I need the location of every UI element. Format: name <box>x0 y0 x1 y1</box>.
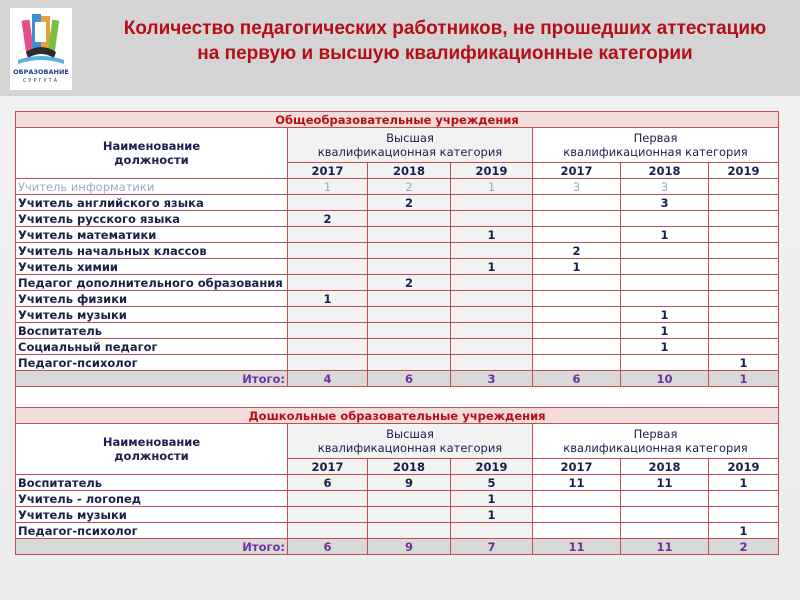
value-cell <box>533 323 621 339</box>
value-cell <box>621 491 709 507</box>
value-cell <box>533 211 621 227</box>
position-name: Воспитатель <box>16 323 288 339</box>
total-cell: 6 <box>368 371 451 387</box>
value-cell <box>709 227 779 243</box>
position-name: Педагог дополнительного образования <box>16 275 288 291</box>
value-cell <box>368 291 451 307</box>
value-cell <box>533 339 621 355</box>
value-cell <box>451 323 533 339</box>
table-row <box>16 179 779 195</box>
column-header-position-line2: должности <box>114 153 189 167</box>
value-cell <box>288 195 368 211</box>
total-cell: 10 <box>621 371 709 387</box>
value-cell: 3 <box>621 195 709 211</box>
value-cell <box>621 523 709 539</box>
general-education-table <box>15 111 779 555</box>
value-cell <box>451 211 533 227</box>
group-header-first-line2: квалификационная категория <box>563 145 748 159</box>
position-name: Учитель музыки <box>16 307 288 323</box>
value-cell <box>451 243 533 259</box>
year-header: 2018 <box>368 163 451 179</box>
value-cell <box>451 523 533 539</box>
position-name: Учитель информатики <box>16 179 288 195</box>
value-cell: 2 <box>368 179 451 195</box>
svg-text:СУРГУТА: СУРГУТА <box>22 78 60 84</box>
table-row <box>16 475 779 491</box>
value-cell <box>288 507 368 523</box>
value-cell <box>451 275 533 291</box>
group-header-row <box>16 128 779 163</box>
value-cell <box>368 523 451 539</box>
total-cell: 9 <box>368 539 451 555</box>
group-header-highest-line1: Высшая <box>386 131 434 145</box>
value-cell <box>621 291 709 307</box>
value-cell: 1 <box>451 259 533 275</box>
total-label: Итого: <box>16 371 288 387</box>
value-cell <box>288 491 368 507</box>
page-title <box>90 16 800 66</box>
year-header: 2017 <box>288 163 368 179</box>
table-row <box>16 211 779 227</box>
value-cell <box>533 291 621 307</box>
preschool-table-body <box>16 475 779 539</box>
value-cell <box>451 339 533 355</box>
value-cell <box>288 307 368 323</box>
value-cell <box>621 507 709 523</box>
column-header-position-line1: Наименование <box>102 139 201 153</box>
value-cell <box>451 307 533 323</box>
value-cell: 1 <box>621 339 709 355</box>
value-cell: 2 <box>533 243 621 259</box>
value-cell: 1 <box>621 227 709 243</box>
value-cell: 2 <box>288 211 368 227</box>
value-cell <box>368 211 451 227</box>
value-cell <box>288 355 368 371</box>
value-cell <box>709 291 779 307</box>
value-cell <box>709 323 779 339</box>
group-header-highest-line2: квалификационная категория <box>317 145 503 159</box>
position-name: Учитель физики <box>16 291 288 307</box>
total-cell: 4 <box>288 371 368 387</box>
value-cell <box>533 195 621 211</box>
position-name: Учитель английского языка <box>16 195 288 211</box>
value-cell <box>288 323 368 339</box>
value-cell <box>288 243 368 259</box>
year-header: 2018 <box>368 459 451 475</box>
value-cell: 3 <box>533 179 621 195</box>
value-cell: 2 <box>368 195 451 211</box>
value-cell: 1 <box>451 491 533 507</box>
value-cell <box>368 307 451 323</box>
title-line-1: Количество педагогических работников, не прошедших аттестацию <box>123 18 767 39</box>
value-cell: 5 <box>451 475 533 491</box>
table-row <box>16 491 779 507</box>
value-cell <box>368 491 451 507</box>
total-label: Итого: <box>16 539 288 555</box>
value-cell: 1 <box>288 291 368 307</box>
group-header-first-line1: Первая <box>633 427 678 441</box>
value-cell <box>709 339 779 355</box>
total-cell: 6 <box>533 371 621 387</box>
group-header-highest <box>288 128 533 163</box>
section-header-row <box>16 112 779 128</box>
position-name: Педагог-психолог <box>16 523 288 539</box>
value-cell <box>288 339 368 355</box>
total-cell: 1 <box>709 371 779 387</box>
position-name: Учитель музыки <box>16 507 288 523</box>
table-row <box>16 259 779 275</box>
year-header: 2019 <box>451 459 533 475</box>
value-cell <box>533 227 621 243</box>
table-row <box>16 307 779 323</box>
table-row <box>16 243 779 259</box>
value-cell: 1 <box>709 475 779 491</box>
value-cell <box>368 507 451 523</box>
general-table-body <box>16 179 779 371</box>
year-header: 2018 <box>621 163 709 179</box>
table-row <box>16 275 779 291</box>
logo <box>10 8 72 90</box>
total-cell: 11 <box>621 539 709 555</box>
table-row <box>16 291 779 307</box>
year-header: 2019 <box>709 163 779 179</box>
value-cell: 1 <box>709 355 779 371</box>
section-title: Общеобразовательные учреждения <box>16 112 779 128</box>
title-line-2: на первую и высшую квалификационные категории <box>197 43 693 64</box>
value-cell <box>709 211 779 227</box>
value-cell <box>533 507 621 523</box>
value-cell <box>533 307 621 323</box>
value-cell <box>621 211 709 227</box>
position-name: Учитель - логопед <box>16 491 288 507</box>
group-header-first-line2: квалификационная категория <box>563 441 748 455</box>
year-header: 2017 <box>533 163 621 179</box>
value-cell <box>288 227 368 243</box>
value-cell: 11 <box>621 475 709 491</box>
value-cell <box>533 355 621 371</box>
value-cell <box>368 339 451 355</box>
position-name: Социальный педагог <box>16 339 288 355</box>
year-header: 2018 <box>621 459 709 475</box>
year-header: 2017 <box>288 459 368 475</box>
value-cell <box>621 275 709 291</box>
value-cell <box>621 243 709 259</box>
value-cell <box>368 227 451 243</box>
value-cell <box>621 355 709 371</box>
value-cell: 6 <box>288 475 368 491</box>
year-header: 2019 <box>709 459 779 475</box>
value-cell <box>368 243 451 259</box>
table-row <box>16 323 779 339</box>
value-cell <box>709 195 779 211</box>
value-cell: 1 <box>621 307 709 323</box>
position-name: Педагог-психолог <box>16 355 288 371</box>
value-cell <box>368 323 451 339</box>
total-cell: 6 <box>288 539 368 555</box>
value-cell: 1 <box>288 179 368 195</box>
group-header-highest-line1: Высшая <box>386 427 434 441</box>
position-name: Учитель математики <box>16 227 288 243</box>
value-cell <box>621 259 709 275</box>
column-header-position-line1: Наименование <box>102 435 201 449</box>
column-header-position <box>16 128 288 179</box>
value-cell: 1 <box>533 259 621 275</box>
total-cell: 3 <box>451 371 533 387</box>
value-cell <box>709 179 779 195</box>
value-cell <box>709 507 779 523</box>
position-name: Воспитатель <box>16 475 288 491</box>
value-cell <box>709 307 779 323</box>
table-row <box>16 523 779 539</box>
column-header-position-line2: должности <box>114 449 189 463</box>
value-cell <box>451 291 533 307</box>
section-header-row <box>16 408 779 424</box>
value-cell <box>533 491 621 507</box>
value-cell: 1 <box>709 523 779 539</box>
value-cell: 9 <box>368 475 451 491</box>
position-name: Учитель начальных классов <box>16 243 288 259</box>
table-row <box>16 507 779 523</box>
value-cell <box>709 275 779 291</box>
spacer-cell <box>16 387 779 408</box>
svg-text:ОБРАЗОВАНИЕ: ОБРАЗОВАНИЕ <box>13 68 69 76</box>
value-cell: 11 <box>533 475 621 491</box>
value-cell <box>451 355 533 371</box>
value-cell: 1 <box>451 507 533 523</box>
position-name: Учитель русского языка <box>16 211 288 227</box>
table-row <box>16 339 779 355</box>
year-header: 2017 <box>533 459 621 475</box>
column-header-position <box>16 424 288 475</box>
group-header-first <box>533 128 779 163</box>
position-name: Учитель химии <box>16 259 288 275</box>
value-cell <box>368 355 451 371</box>
group-header-row <box>16 424 779 459</box>
total-cell: 2 <box>709 539 779 555</box>
value-cell: 1 <box>621 323 709 339</box>
value-cell <box>451 195 533 211</box>
table-row <box>16 355 779 371</box>
total-cell: 11 <box>533 539 621 555</box>
group-header-first <box>533 424 779 459</box>
value-cell: 3 <box>621 179 709 195</box>
value-cell <box>288 259 368 275</box>
value-cell: 1 <box>451 227 533 243</box>
group-header-highest-line2: квалификационная категория <box>317 441 503 455</box>
value-cell: 2 <box>368 275 451 291</box>
table-row <box>16 195 779 211</box>
value-cell <box>709 259 779 275</box>
total-row <box>16 371 779 387</box>
value-cell <box>709 243 779 259</box>
group-header-first-line1: Первая <box>633 131 678 145</box>
value-cell <box>368 259 451 275</box>
group-header-highest <box>288 424 533 459</box>
section-title: Дошкольные образовательные учреждения <box>16 408 779 424</box>
value-cell <box>709 491 779 507</box>
year-header: 2019 <box>451 163 533 179</box>
value-cell <box>288 275 368 291</box>
book-with-fox-logo-icon <box>10 8 72 90</box>
table-row <box>16 227 779 243</box>
total-cell: 7 <box>451 539 533 555</box>
value-cell <box>533 275 621 291</box>
spacer-row <box>16 387 779 408</box>
value-cell: 1 <box>451 179 533 195</box>
value-cell <box>533 523 621 539</box>
total-row <box>16 539 779 555</box>
value-cell <box>288 523 368 539</box>
